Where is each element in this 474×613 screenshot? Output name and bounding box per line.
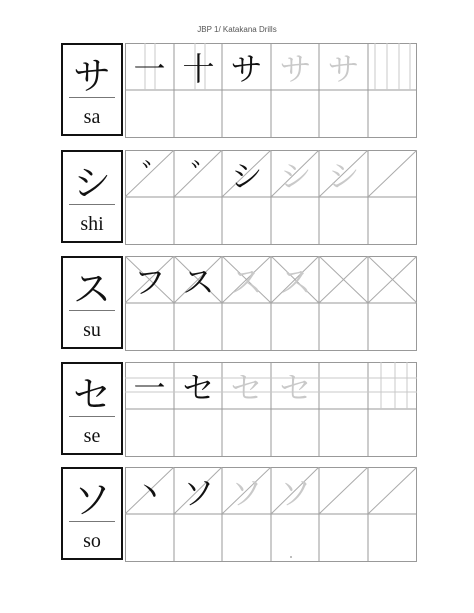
- practice-stroke-2: セ: [182, 368, 215, 407]
- trace-kana-1: セ: [230, 368, 263, 407]
- reference-romaji: su: [83, 318, 101, 341]
- practice-stroke-2: 十: [182, 49, 215, 88]
- trace-kana-2: ソ: [279, 473, 312, 512]
- drill-row-shi: [61, 150, 417, 245]
- practice-stroke-2: ス: [182, 262, 215, 301]
- practice-grid: [125, 362, 417, 457]
- reference-kana: サ: [72, 53, 111, 98]
- trace-kana-2: サ: [327, 49, 360, 88]
- practice-grid: [125, 150, 417, 245]
- practice-stroke-2: ソ: [182, 473, 215, 512]
- reference-kana: セ: [72, 372, 111, 417]
- trace-kana-1: ス: [230, 262, 263, 301]
- practice-stroke-3: シ: [230, 156, 263, 195]
- practice-stroke-1: 一: [133, 49, 166, 88]
- reference-box: [61, 256, 123, 349]
- page-title: JBP 1/ Katakana Drills: [197, 25, 277, 34]
- drill-row-sa: [61, 43, 417, 138]
- practice-grid: [125, 256, 417, 351]
- drill-row-se: [61, 362, 417, 457]
- practice-stroke-2: ﾞ: [190, 156, 207, 195]
- reference-divider: [69, 521, 115, 522]
- trace-kana-1: ソ: [230, 473, 263, 512]
- practice-stroke-1: ﾞ: [141, 156, 158, 195]
- reference-divider: [69, 310, 115, 311]
- practice-stroke-1: 丶: [133, 473, 166, 512]
- reference-romaji: se: [83, 424, 101, 447]
- drill-row-so: [61, 467, 417, 562]
- reference-romaji: shi: [80, 212, 104, 235]
- reference-divider: [69, 204, 115, 205]
- reference-romaji: sa: [83, 105, 101, 128]
- reference-divider: [69, 416, 115, 417]
- reference-box: [61, 362, 123, 455]
- reference-kana: ス: [72, 266, 111, 311]
- reference-romaji: so: [83, 529, 101, 552]
- practice-stroke-3: サ: [230, 49, 263, 88]
- trace-kana-1: シ: [279, 156, 312, 195]
- reference-box: [61, 150, 123, 243]
- practice-stroke-1: フ: [133, 262, 166, 301]
- reference-kana: ソ: [72, 477, 111, 522]
- trace-kana-1: サ: [279, 49, 312, 88]
- trace-kana-2: ス: [279, 262, 312, 301]
- reference-kana: シ: [72, 160, 111, 205]
- reference-box: [61, 467, 123, 560]
- trace-kana-2: セ: [279, 368, 312, 407]
- practice-stroke-1: 一: [133, 368, 166, 407]
- drill-row-su: [61, 256, 417, 351]
- page-mark: [290, 556, 292, 558]
- practice-grid: [125, 467, 417, 562]
- trace-kana-2: シ: [327, 156, 360, 195]
- practice-grid: [125, 43, 417, 138]
- reference-box: [61, 43, 123, 136]
- reference-divider: [69, 97, 115, 98]
